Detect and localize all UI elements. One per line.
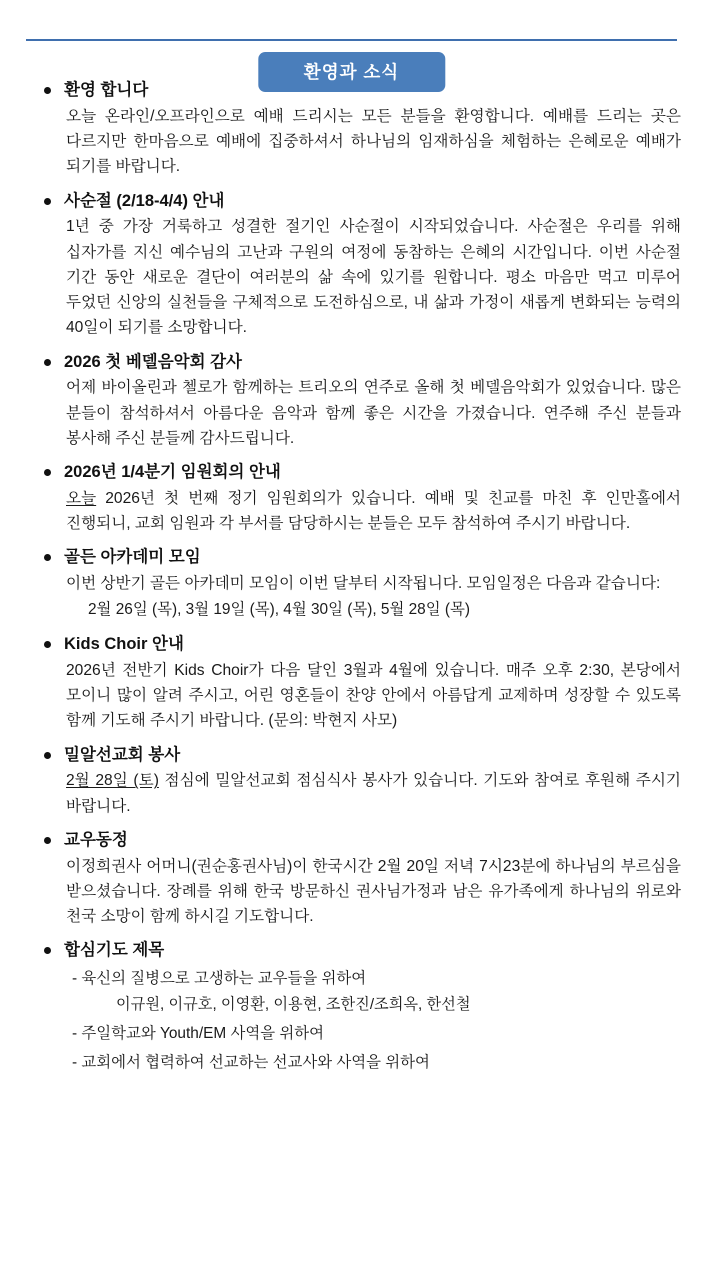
prayer-line: - 교회에서 협력하여 선교하는 선교사와 사역을 위하여 bbox=[72, 1054, 430, 1072]
item-body: 오늘 온라인/오프라인으로 예배 드리시는 모든 분들을 환영합니다. 예배를 드리는 곳은 다르지만 한마음으로 예배에 집중하셔서 하나님의 임재하심을 체험하는 은혜로운 예배가 되기를 바랍니다. bbox=[66, 107, 681, 176]
item-title: 2026 첫 베델음악회 감사 bbox=[64, 352, 242, 371]
list-item bbox=[36, 545, 681, 623]
item-body bbox=[64, 486, 681, 537]
list-item bbox=[36, 78, 681, 180]
prayer-line: - 육신의 질병으로 고생하는 교우들을 위하여 bbox=[72, 970, 367, 988]
item-title: 골든 아카데미 모임 bbox=[64, 548, 201, 567]
item-body: 이정희권사 어머니(권순홍권사님)이 한국시간 2월 20일 저녁 7시23분에 하나님의 부르심을 받으셨습니다. 장례를 위해 한국 방문하신 권사님가정과 남은 유가족에게 하나님의 위로와 천국 소망이 함께 하시길 기도합니다. bbox=[66, 857, 681, 926]
list-item bbox=[36, 189, 681, 341]
item-schedule: 2월 26일 (목), 3월 19일 (목), 4월 30일 (목), 5월 28일 (목) bbox=[88, 601, 470, 619]
prayer-line: - 주일학교와 Youth/EM 사역을 위하여 bbox=[72, 1025, 324, 1043]
item-body: 2026년 전반기 Kids Choir가 다음 달인 3월과 4월에 있습니다. 매주 오후 2:30, 본당에서 모이니 많이 알려 주시고, 어린 영혼들이 찬양 안에서 아름답게 교제하며 성장할 수 있도록 함께 기도해 주시기 바랍니다. (문의: 박현지 사모) bbox=[66, 661, 681, 730]
item-title: 밀알선교회 봉사 bbox=[64, 745, 181, 764]
list-item bbox=[36, 460, 681, 536]
item-title: 2026년 1/4분기 임원회의 안내 bbox=[64, 463, 281, 481]
section-header bbox=[0, 0, 703, 82]
item-title: 교우동정 bbox=[64, 830, 128, 849]
list-item bbox=[36, 828, 681, 930]
item-body-text: 2026년 첫 번째 정기 임원회의가 있습니다. 예배 및 친교를 마친 후 인만홀에서 진행되니, 교회 임원과 각 부서를 담당하시는 분들은 모두 참석하여 주시기 바랍니다. bbox=[66, 489, 681, 532]
list-item-prayer bbox=[36, 938, 681, 1076]
item-body-underline: 2월 28일 (토) bbox=[66, 772, 159, 790]
item-title: Kids Choir 안내 bbox=[64, 635, 184, 654]
page-title: 환영과 소식 bbox=[258, 52, 445, 92]
item-title: 환영 합니다 bbox=[64, 81, 149, 99]
item-title: 합심기도 제목 bbox=[64, 941, 165, 960]
item-body bbox=[64, 768, 681, 819]
prayer-names: 이규원, 이규호, 이영환, 이용현, 조한진/조희옥, 한선철 bbox=[116, 996, 471, 1014]
item-body-underline: 오늘 bbox=[66, 489, 97, 507]
item-body-text: 점심에 밀알선교회 점심식사 봉사가 있습니다. 기도와 참여로 후원해 주시기 바랍니다. bbox=[66, 772, 681, 815]
announcement-content bbox=[0, 78, 703, 1077]
item-body: 1년 중 가장 거룩하고 성결한 절기인 사순절이 시작되었습니다. 사순절은 우리를 위해 십자가를 지신 예수님의 고난과 구원의 여정에 동참하는 은혜의 시간입니다. 이번 사순절 기간 동안 새로운 결단이 여러분의 삶 속에 있기를 원합니다. 평소 마음만 먹고 미루어 두었던 신앙의 실천들을 구체적으로 도전하심으로, 내 삶과 가정이 새롭게 변화되는 능력의 40일이 되기를 소망합니다. bbox=[66, 218, 681, 337]
list-item bbox=[36, 350, 681, 452]
item-body: 이번 상반기 골든 아카데미 모임이 이번 달부터 시작됩니다. 모임일정은 다음과 같습니다: bbox=[66, 575, 661, 592]
list-item bbox=[36, 743, 681, 819]
announcement-list bbox=[36, 78, 681, 1077]
list-item bbox=[36, 632, 681, 734]
header-divider bbox=[26, 39, 677, 41]
item-body: 어제 바이올린과 첼로가 함께하는 트리오의 연주로 올해 첫 베델음악회가 있었습니다. 많은 분들이 참석하셔서 아름다운 음악과 함께 좋은 시간을 가졌습니다. 연주해 주신 분들과 봉사해 주신 분들께 감사드립니다. bbox=[66, 379, 681, 447]
item-title: 사순절 (2/18-4/4) 안내 bbox=[64, 191, 225, 210]
